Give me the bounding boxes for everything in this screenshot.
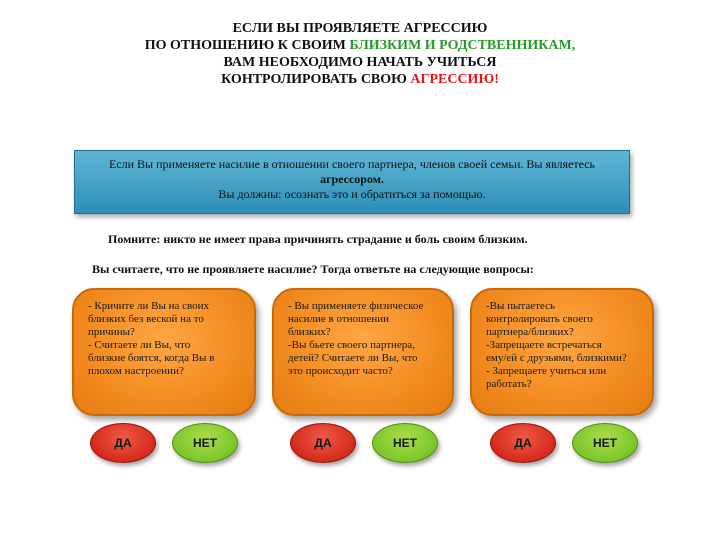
title-highlight-relatives: БЛИЗКИМ И РОДСТВЕННИКАМ, (349, 38, 576, 53)
question-prompt: Вы считаете, что не проявляете насилие? Тогда ответьте на следующие вопросы: (92, 262, 534, 276)
title-line-3: ВАМ НЕОБХОДИМО НАЧАТЬ УЧИТЬСЯ (223, 55, 497, 70)
info-box-text-2: агрессором. (320, 172, 384, 186)
info-box (74, 150, 630, 214)
question-card-3 (470, 288, 654, 416)
yes-button-3[interactable]: ДА (490, 423, 556, 463)
no-button-2[interactable]: НЕТ (372, 423, 438, 463)
info-box-text-3: Вы должны: осознать это и обратиться за помощью. (218, 187, 486, 201)
yes-button-2[interactable]: ДА (290, 423, 356, 463)
no-button-1[interactable]: НЕТ (172, 423, 238, 463)
yes-button-1[interactable]: ДА (90, 423, 156, 463)
title-line-2-text: ПО ОТНОШЕНИЮ К СВОИМ (144, 38, 350, 53)
title-line-4-text: КОНТРОЛИРОВАТЬ СВОЮ (221, 72, 411, 87)
title-line-2 (60, 37, 660, 54)
no-button-3[interactable]: НЕТ (572, 423, 638, 463)
remember-note: Помните: никто не имеет права причинять страдание и боль своим близким. (108, 232, 528, 246)
title-line-1: ЕСЛИ ВЫ ПРОЯВЛЯЕТЕ АГРЕССИЮ (232, 21, 488, 36)
info-box-text-1: Если Вы применяете насилие в отношении своего партнера, членов своей семьи. Вы являетесь (108, 157, 595, 171)
title-line-4 (60, 71, 660, 88)
page-title (60, 20, 660, 88)
question-card-1-text: - Кричите ли Вы на своих близких без веской на то причины? - Считаете ли Вы, что близкие боятся, когда Вы в плохом настроении? (88, 300, 215, 377)
question-card-1 (72, 288, 256, 416)
question-card-2 (272, 288, 454, 416)
question-card-3-text: -Вы пытаетесь контролировать своего партнера/близких? -Запрещаете встречаться ему/ей с друзьями, близкими? - Запрещаете учиться или работать? (486, 300, 627, 390)
title-highlight-aggression: АГРЕССИЮ! (410, 72, 499, 87)
question-card-2-text: - Вы применяете физическое насилие в отношении близких? -Вы бьете своего партнера, детей? Считаете ли Вы, что это происходит часто? (288, 300, 424, 377)
